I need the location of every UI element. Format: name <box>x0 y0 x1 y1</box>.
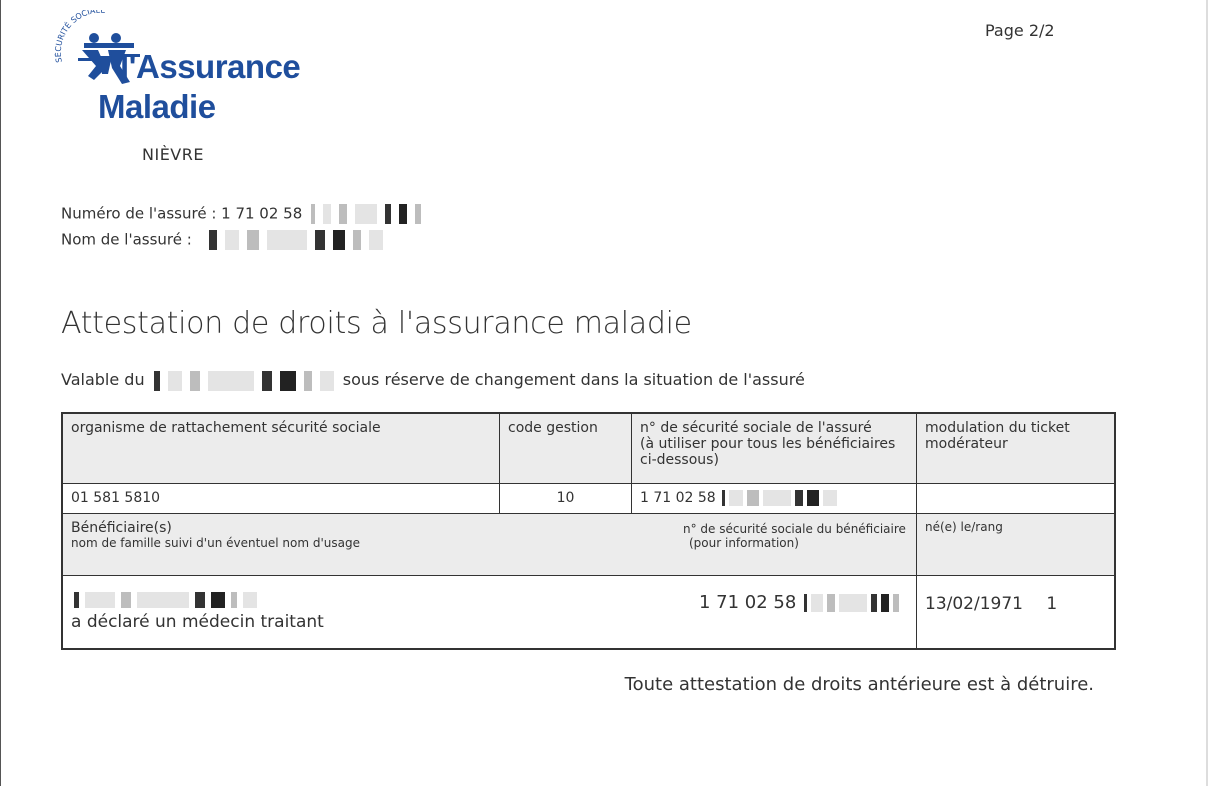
redacted-block <box>85 592 115 608</box>
footer-note: Toute attestation de droits antérieure est à détruire. <box>624 674 1094 695</box>
redacted-block <box>385 204 391 224</box>
redacted-block <box>208 371 254 391</box>
redacted-block <box>320 371 334 391</box>
redacted-block <box>729 490 743 506</box>
redacted-block <box>871 594 877 612</box>
document-title: Attestation de droits à l'assurance maladie <box>61 306 692 341</box>
redacted-block <box>262 371 272 391</box>
redacted-block <box>353 230 361 250</box>
cell-modulation <box>917 483 1116 513</box>
page-left-edge <box>0 0 1 786</box>
redacted-block <box>763 490 791 506</box>
redacted-block <box>827 594 835 612</box>
beneficiary-nss-header-line2: (pour information) <box>689 535 799 550</box>
validity-suffix: sous réserve de changement dans la situation de l'assuré <box>342 370 805 389</box>
rank: 1 <box>1046 593 1058 614</box>
header-modulation <box>917 413 1116 483</box>
redacted-block <box>267 230 307 250</box>
redacted-block <box>323 204 331 224</box>
redacted-block <box>415 204 421 224</box>
rights-table <box>61 412 1116 650</box>
redacted-block <box>315 230 325 250</box>
beneficiary-header-row <box>62 513 1115 575</box>
header-organisme: organisme de rattachement sécurité sociale <box>62 413 500 483</box>
cell-nss-value: 1 71 02 58 <box>640 489 716 506</box>
redacted-block <box>881 594 889 612</box>
redacted-block <box>311 204 315 224</box>
table-header-row <box>62 413 1115 483</box>
redacted-block <box>893 594 899 612</box>
insured-name-label: Nom de l'assuré : <box>61 230 192 249</box>
redacted-block <box>355 204 377 224</box>
redacted-block <box>154 371 160 391</box>
beneficiary-title: Bénéficiaire(s) <box>71 519 172 536</box>
beneficiary-nss <box>699 592 901 613</box>
insured-number-line <box>61 204 425 224</box>
cell-organisme: 01 581 5810 <box>62 483 500 513</box>
redacted-block <box>195 592 205 608</box>
redacted-block <box>823 490 837 506</box>
header-nss-line1: n° de sécurité sociale de l'assuré <box>640 420 872 436</box>
redacted-block <box>839 594 867 612</box>
logo-line2: Maladie <box>98 88 216 125</box>
redacted-block <box>209 230 217 250</box>
redacted-block <box>211 592 225 608</box>
born-header: né(e) le/rang <box>917 513 1116 575</box>
header-modulation-line2: modérateur <box>925 436 1008 452</box>
redacted-block <box>304 371 312 391</box>
validity-line <box>61 370 805 391</box>
redacted-block <box>190 371 200 391</box>
validity-prefix: Valable du <box>61 370 145 389</box>
insured-name-line <box>61 230 387 250</box>
redacted-block <box>243 592 257 608</box>
redacted-block <box>399 204 407 224</box>
redacted-block <box>247 230 259 250</box>
beneficiary-nss-header-line1: n° de sécurité sociale du bénéficiaire <box>683 521 906 536</box>
redacted-block <box>333 230 345 250</box>
redacted-block <box>231 592 237 608</box>
header-code-gestion: code gestion <box>500 413 632 483</box>
beneficiary-nss-header <box>683 522 906 550</box>
redacted-block <box>747 490 759 506</box>
beneficiary-nss-value: 1 71 02 58 <box>699 591 797 613</box>
beneficiary-subtitle: nom de famille suivi d'un éventuel nom d'usage <box>71 535 361 550</box>
redacted-block <box>137 592 189 608</box>
redacted-block <box>795 490 803 506</box>
page-number: Page 2/2 <box>985 21 1055 40</box>
redacted-block <box>807 490 819 506</box>
redacted-block <box>168 371 182 391</box>
redacted-block <box>804 594 807 612</box>
header-nss-line2: (à utiliser pour tous les bénéficiaires <box>640 436 896 452</box>
table-row <box>62 483 1115 513</box>
redacted-block <box>225 230 239 250</box>
cell-nss <box>632 483 917 513</box>
redacted-block <box>121 592 131 608</box>
header-nss <box>632 413 917 483</box>
birthdate: 13/02/1971 <box>925 593 1023 614</box>
beneficiary-header <box>62 513 917 575</box>
redacted-block <box>74 592 79 608</box>
birth-cell <box>917 575 1116 649</box>
redacted-block <box>339 204 347 224</box>
beneficiary-row <box>62 575 1115 649</box>
logo-line1: l'Assurance <box>120 48 301 85</box>
redacted-block <box>811 594 823 612</box>
beneficiary-cell <box>62 575 917 649</box>
logo-arc-text: SÉCURITÉ SOCIALE <box>54 10 106 64</box>
department-label: NIÈVRE <box>142 145 204 164</box>
insured-number-label: Numéro de l'assuré : 1 71 02 58 <box>61 204 303 223</box>
cell-code-gestion: 10 <box>500 483 632 513</box>
header-modulation-line1: modulation du ticket <box>925 420 1070 436</box>
header-nss-line3: ci-dessous) <box>640 452 719 468</box>
beneficiary-note: a déclaré un médecin traitant <box>71 611 324 632</box>
redacted-block <box>280 371 296 391</box>
redacted-block <box>369 230 383 250</box>
redacted-block <box>722 490 725 506</box>
